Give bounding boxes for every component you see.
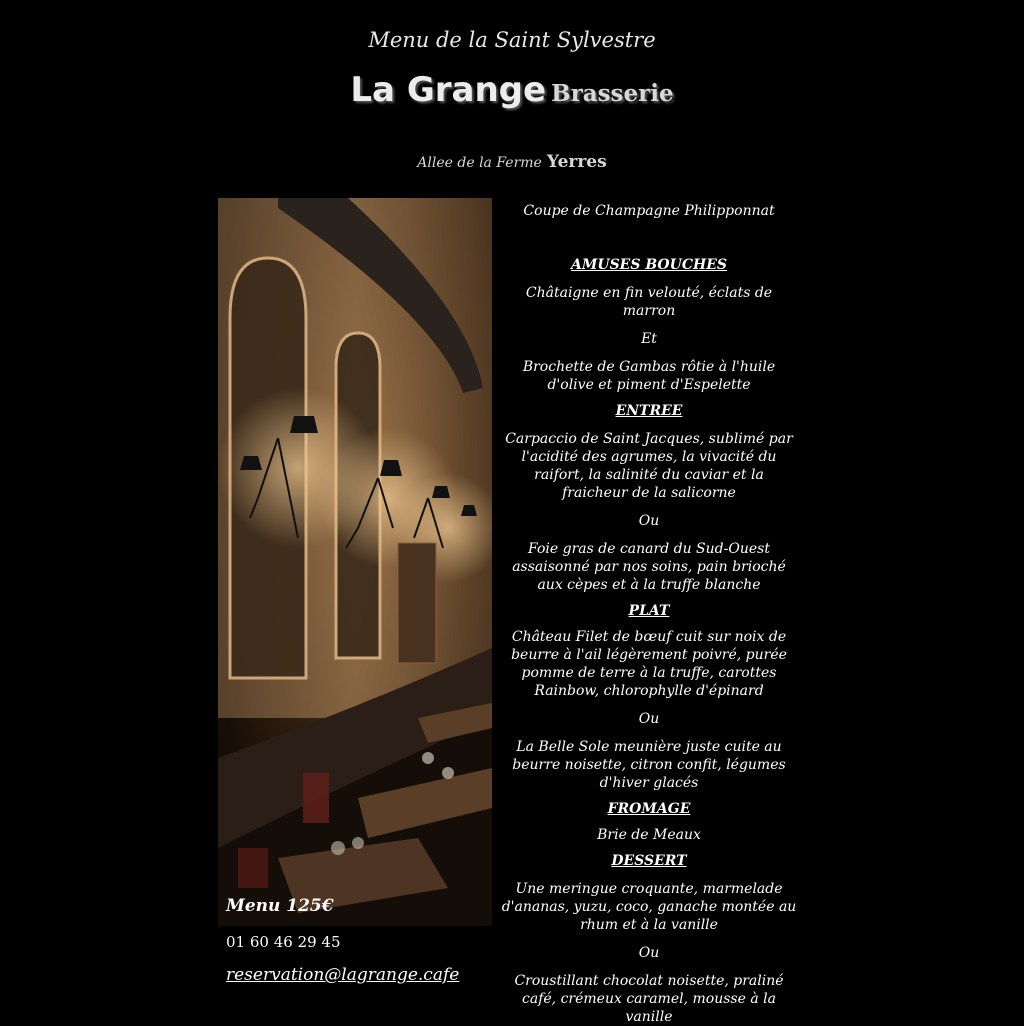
conjunction-ou-2: Ou	[638, 711, 660, 727]
entree-item-1: Carpaccio de Saint Jacques, sublimé par l'acidité des agrumes, la vivacité du raifort, la salinité du caviar et la fraicheur de la salicorne	[505, 431, 793, 501]
plat-heading: PLAT	[628, 603, 670, 619]
conjunction-ou-3: Ou	[638, 945, 660, 961]
plat-item-1: Château Filet de bœuf cuit sur noix de beurre à l'ail légèrement poivré, purée pomme de terre à la truffe, carottes Rainbow, chlorophylle d'épinard	[511, 629, 787, 699]
fromage-heading: FROMAGE	[607, 801, 691, 817]
conjunction-et: Et	[641, 331, 657, 347]
reservation-email-link[interactable]: reservation@lagrange.cafe	[226, 965, 460, 985]
champagne-item: Coupe de Champagne Philipponnat	[523, 203, 775, 219]
dessert-heading: DESSERT	[611, 853, 687, 869]
restaurant-address	[0, 152, 1024, 172]
menu-content	[500, 200, 798, 1026]
dessert-item-1: Une meringue croquante, marmelade d'ananas, yuzu, coco, ganache montée au rhum et à la vanille	[501, 881, 797, 933]
restaurant-brand	[0, 70, 1024, 110]
restaurant-name: La Grange	[350, 70, 547, 110]
phone-number[interactable]: 01 60 46 29 45	[226, 933, 341, 951]
menu-price: Menu 125€	[226, 896, 334, 916]
fromage-item-1: Brie de Meaux	[597, 827, 701, 843]
restaurant-interior-photo	[218, 198, 492, 926]
dessert-item-2: Croustillant chocolat noisette, praliné café, crémeux caramel, mousse à la vanille	[514, 973, 784, 1025]
restaurant-type: Brasserie	[551, 80, 674, 107]
entree-heading: ENTREE	[615, 403, 683, 419]
address-city: Yerres	[546, 152, 607, 172]
amuses-bouches-heading: AMUSES BOUCHES	[571, 257, 727, 273]
address-street: Allee de la Ferme	[417, 155, 542, 171]
entree-item-2: Foie gras de canard du Sud-Ouest assaisonné par nos soins, pain brioché aux cèpes et à la truffe blanche	[512, 541, 786, 593]
plat-item-2: La Belle Sole meunière juste cuite au beurre noisette, citron confit, légumes d'hiver glacés	[512, 739, 786, 791]
menu-subtitle: Menu de la Saint Sylvestre	[368, 28, 656, 52]
amuse-item-2: Brochette de Gambas rôtie à l'huile d'olive et piment d'Espelette	[522, 359, 776, 393]
conjunction-ou-1: Ou	[638, 513, 660, 529]
amuse-item-1: Châtaigne en fin velouté, éclats de marron	[525, 285, 773, 319]
